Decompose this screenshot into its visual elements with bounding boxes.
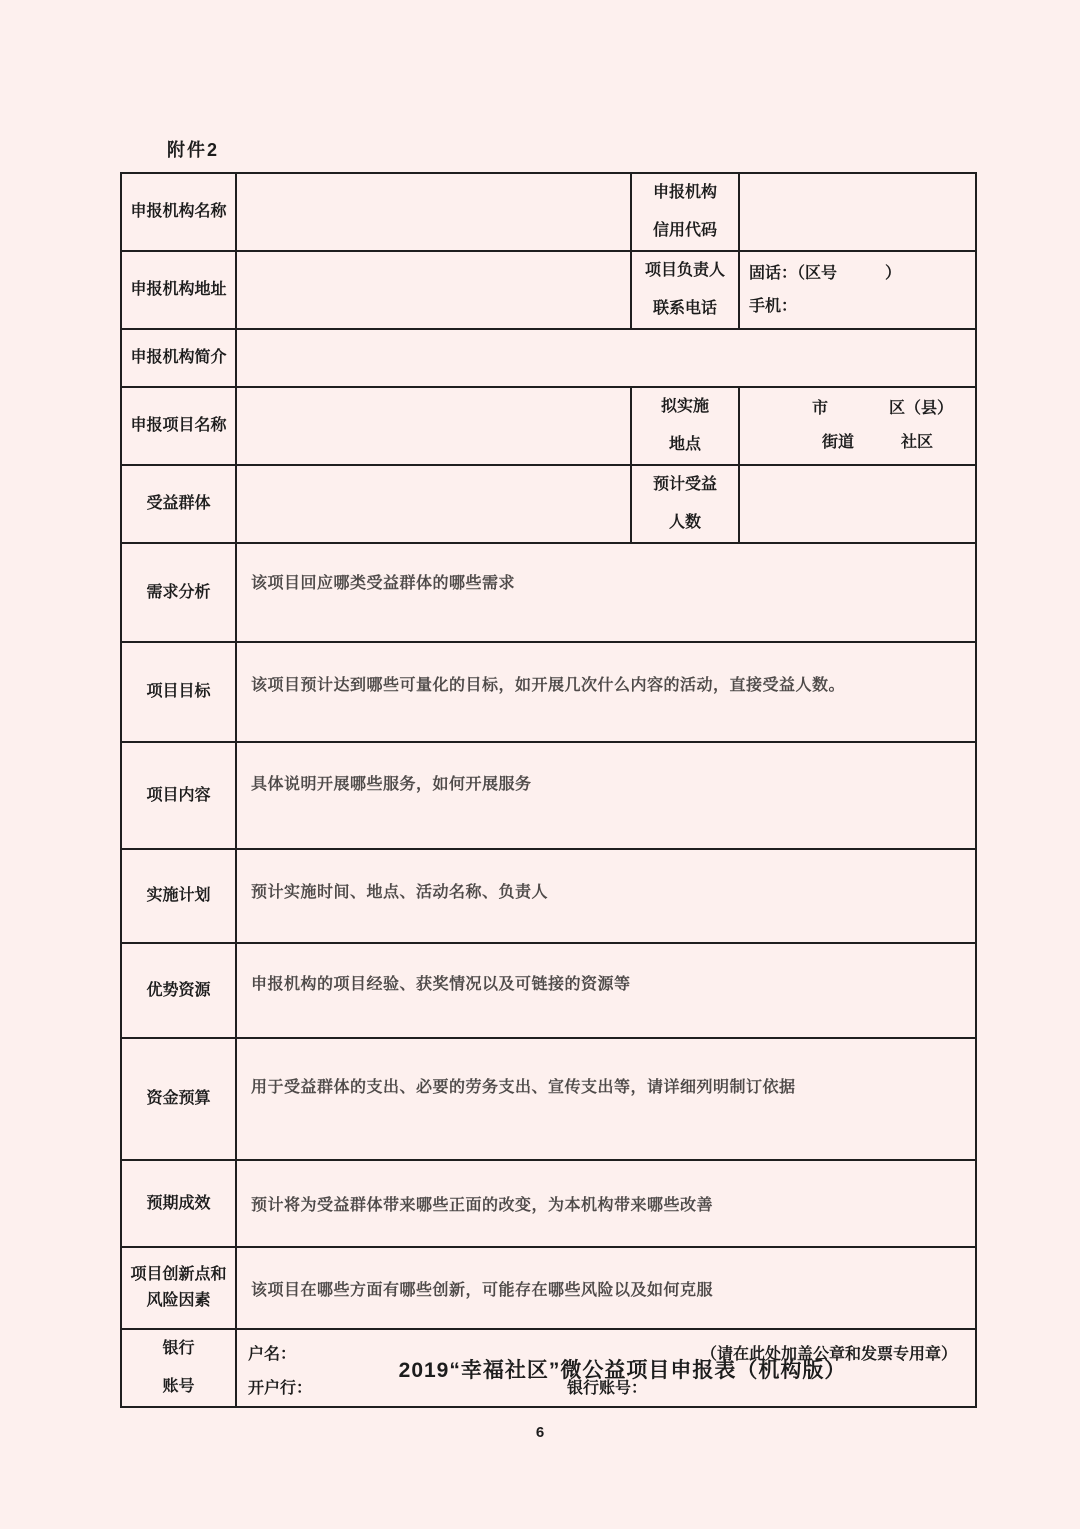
project-goal-hint: 该项目预计达到哪些可量化的目标，如开展几次什么内容的活动，直接受益人数。 (251, 676, 846, 694)
advantage-resources-hint: 申报机构的项目经验、获奖情况以及可链接的资源等 (251, 976, 631, 993)
location-district-label: 区（县） (888, 400, 953, 417)
account-holder-field-label: 户名： (248, 1346, 297, 1363)
project-content-hint: 具体说明开展哪些服务，如何开展服务 (251, 776, 532, 793)
innovation-risk-label-line1: 项目创新点和 (130, 1266, 227, 1283)
application-form-table (120, 172, 977, 1408)
org-intro-label: 申报机构简介 (121, 329, 236, 387)
table-row (121, 251, 976, 329)
location-city-label: 市 (812, 400, 829, 417)
expected-outcome-input-cell (236, 1160, 976, 1247)
expected-outcome-label: 预期成效 (121, 1160, 236, 1247)
location-community-label: 社区 (900, 434, 933, 451)
beneficiary-count-input-cell (739, 465, 976, 543)
innovation-risk-hint: 该项目在哪些方面有哪些创新，可能存在哪些风险以及如何克服 (251, 1281, 714, 1299)
credit-code-label-line2: 信用代码 (652, 222, 717, 239)
location-label-line1: 拟实施 (660, 398, 709, 415)
bank-branch-field-label: 开户行： (248, 1380, 313, 1397)
location-input-cell (739, 387, 976, 465)
credit-code-input-cell (739, 173, 976, 251)
bank-account-number-field-label: 银行账号： (567, 1380, 648, 1397)
project-name-input-cell (236, 387, 631, 465)
innovation-risk-label-line2: 风险因素 (146, 1292, 211, 1309)
location-street-label: 街道 (822, 434, 855, 451)
landline-field-label: 固话：（区号 ） (749, 265, 902, 282)
implementation-plan-label: 实施计划 (121, 849, 236, 943)
table-row (121, 387, 976, 465)
needs-analysis-label: 需求分析 (121, 543, 236, 642)
budget-hint: 用于受益群体的支出、必要的劳务支出、宣传支出等，请详细列明制订依据 (251, 1078, 796, 1096)
org-name-input-cell (236, 173, 631, 251)
advantage-resources-input-cell (236, 943, 976, 1038)
beneficiary-group-label: 受益群体 (121, 465, 236, 543)
contact-phone-input-cell (739, 251, 976, 329)
expected-outcome-hint: 预计将为受益群体带来哪些正面的改变，为本机构带来哪些改善 (251, 1197, 714, 1214)
location-label (631, 387, 739, 465)
location-label-line2: 地点 (668, 436, 701, 453)
innovation-risk-input-cell (236, 1247, 976, 1329)
innovation-risk-label (121, 1247, 236, 1329)
page-number: 6 (535, 1424, 545, 1441)
stamp-instruction-note: （请在此处加盖公章和发票专用章） (700, 1346, 957, 1363)
table-row (121, 849, 976, 943)
table-row (121, 465, 976, 543)
attachment-label: 附件2 (167, 140, 220, 160)
advantage-resources-label: 优势资源 (121, 943, 236, 1038)
table-row (121, 1247, 976, 1329)
beneficiary-group-input-cell (236, 465, 631, 543)
project-content-input-cell (236, 742, 976, 849)
credit-code-label (631, 173, 739, 251)
project-goal-label: 项目目标 (121, 642, 236, 742)
org-name-label: 申报机构名称 (121, 173, 236, 251)
bank-account-label-line2: 账号 (162, 1378, 195, 1395)
budget-input-cell (236, 1038, 976, 1160)
project-content-label: 项目内容 (121, 742, 236, 849)
contact-phone-label-line2: 联系电话 (652, 300, 717, 317)
needs-analysis-hint: 该项目回应哪类受益群体的哪些需求 (251, 575, 516, 592)
project-name-label: 申报项目名称 (121, 387, 236, 465)
table-row (121, 742, 976, 849)
project-goal-input-cell (236, 642, 976, 742)
table-row (121, 1038, 976, 1160)
beneficiary-count-label (631, 465, 739, 543)
budget-label: 资金预算 (121, 1038, 236, 1160)
table-row (121, 543, 976, 642)
credit-code-label-line1: 申报机构 (652, 184, 717, 201)
form-title-caption: 2019“幸福社区”微公益项目申报表（机构版） (398, 1359, 847, 1382)
implementation-plan-input-cell (236, 849, 976, 943)
table-row (121, 1160, 976, 1247)
needs-analysis-input-cell (236, 543, 976, 642)
contact-phone-label (631, 251, 739, 329)
org-address-label: 申报机构地址 (121, 251, 236, 329)
implementation-plan-hint: 预计实施时间、地点、活动名称、负责人 (251, 883, 549, 901)
mobile-field-label: 手机： (749, 298, 798, 315)
org-address-input-cell (236, 251, 631, 329)
org-intro-input-cell (236, 329, 976, 387)
table-row (121, 173, 976, 251)
table-row (121, 329, 976, 387)
bank-account-label-line1: 银行 (162, 1340, 195, 1357)
beneficiary-count-label-line1: 预计受益 (652, 476, 717, 493)
table-row (121, 943, 976, 1038)
contact-phone-label-line1: 项目负责人 (644, 262, 725, 279)
beneficiary-count-label-line2: 人数 (668, 514, 701, 531)
table-row (121, 642, 976, 742)
